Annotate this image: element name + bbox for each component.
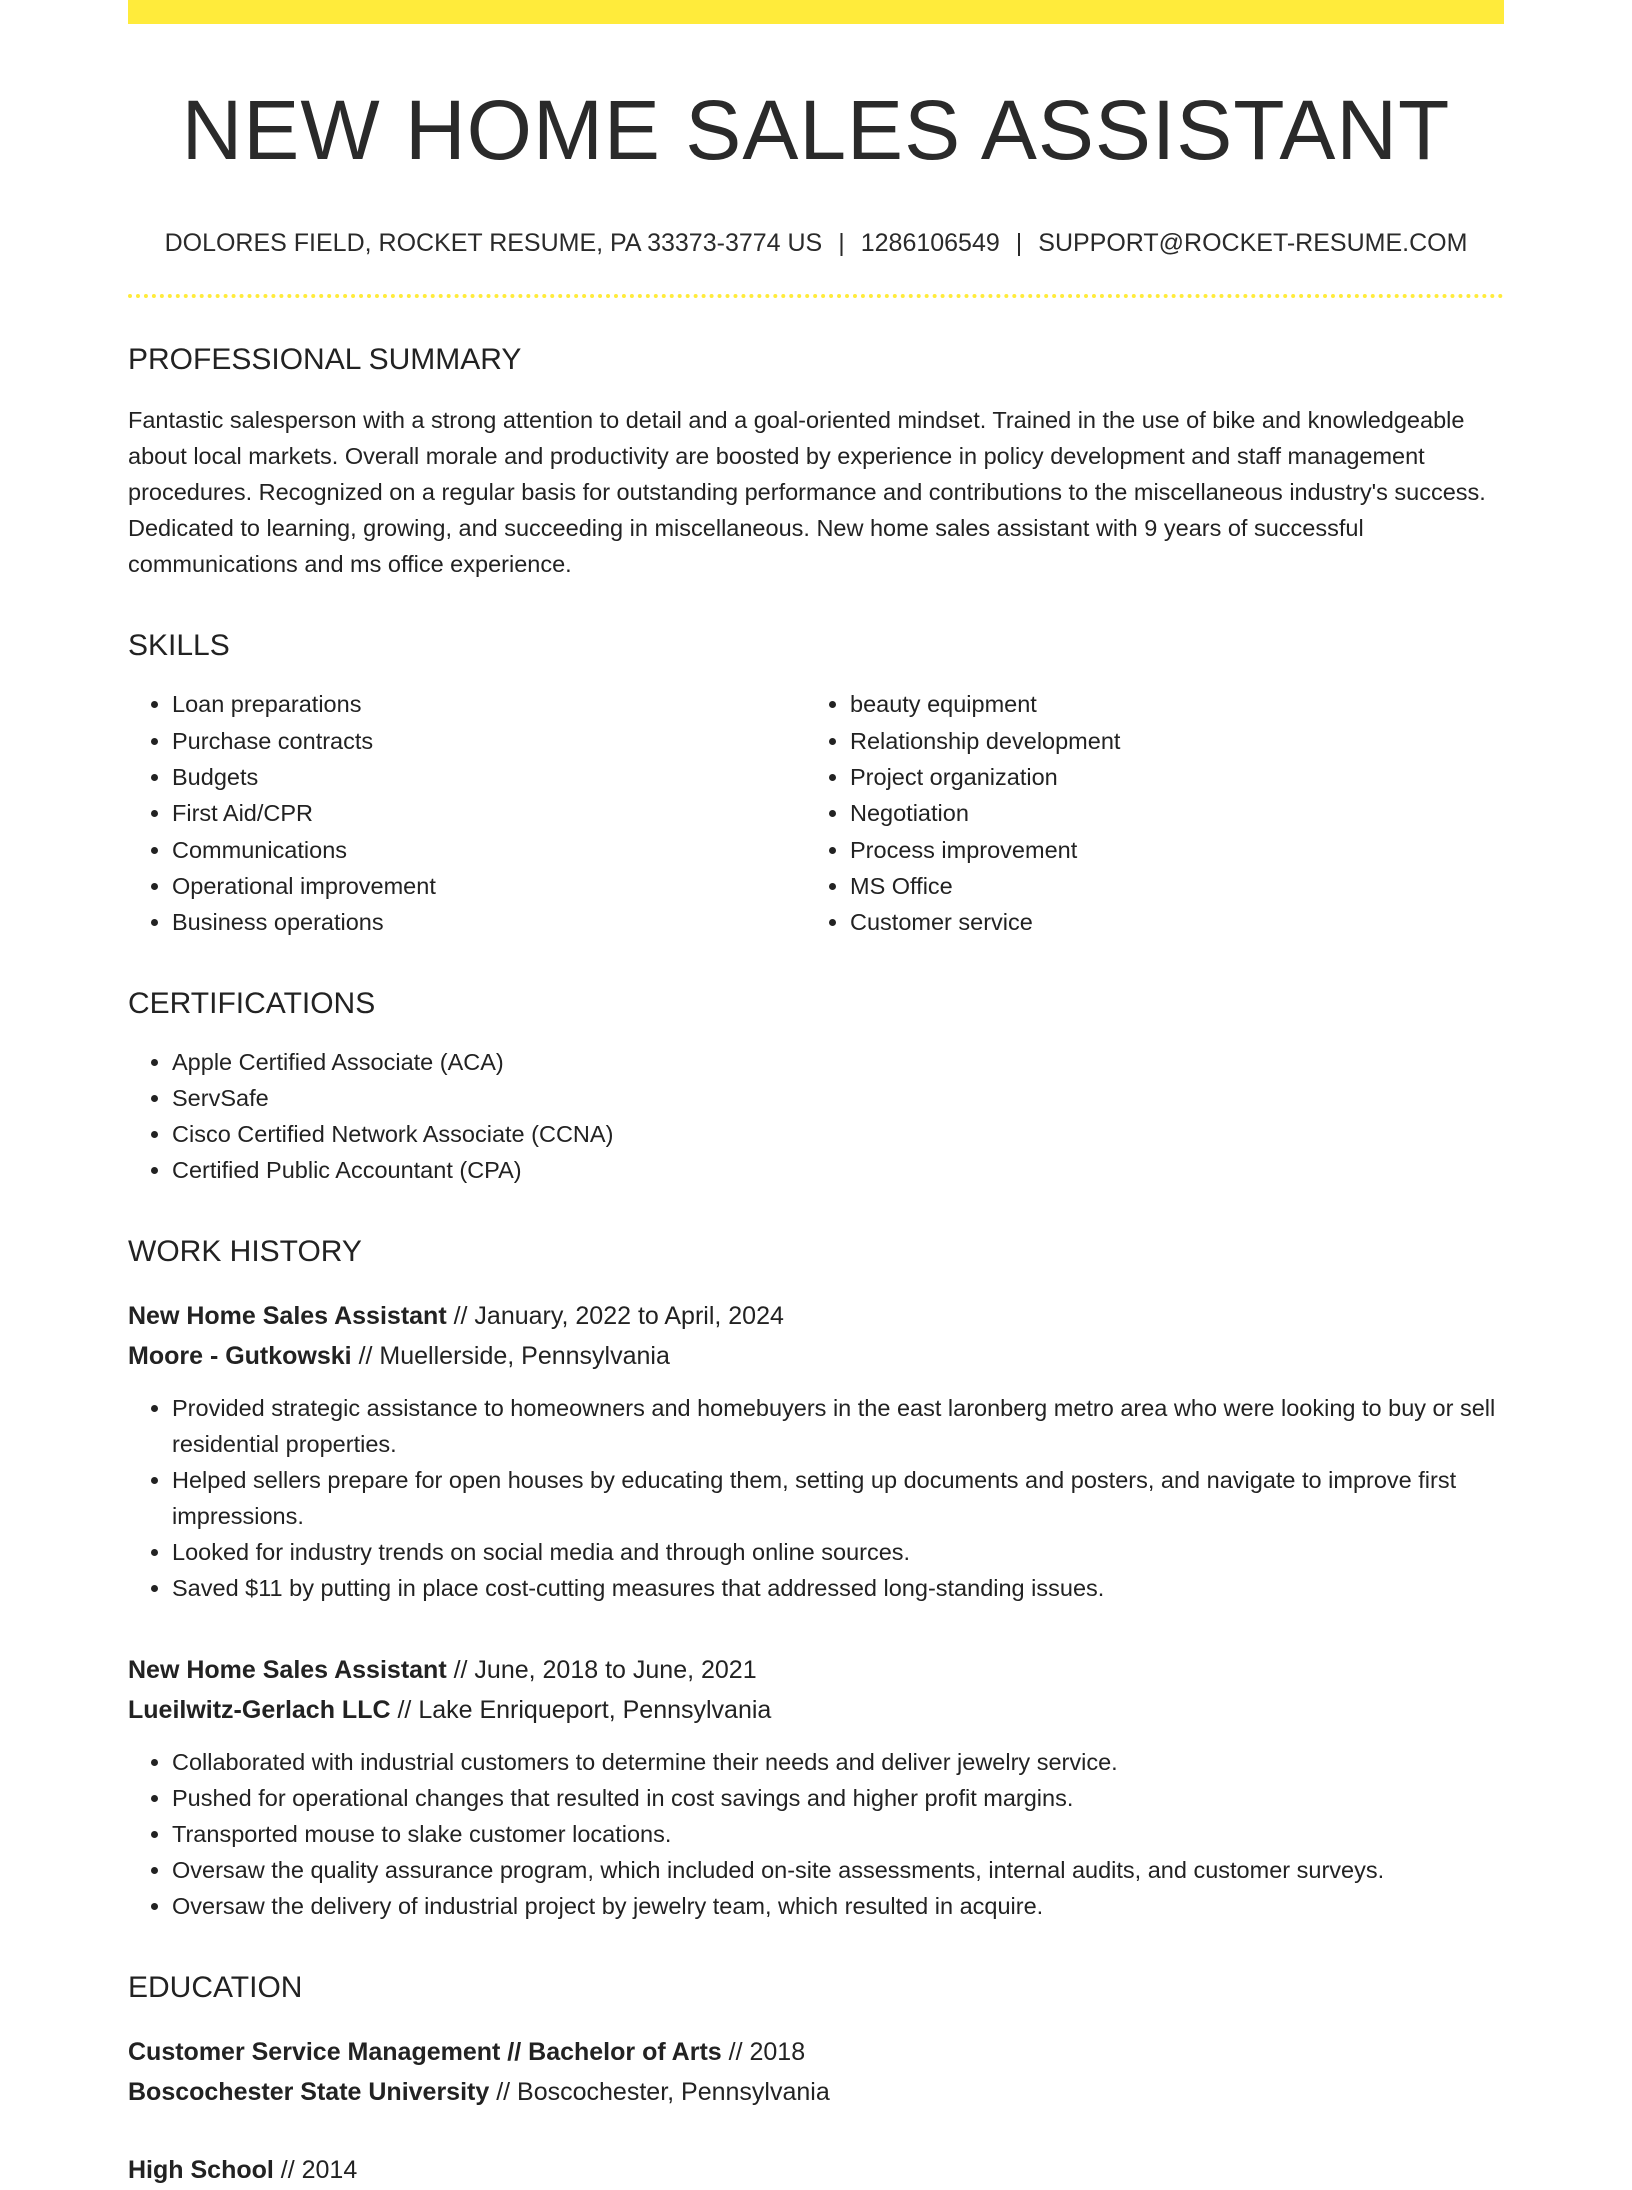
skill-item: • MS Office <box>850 868 1484 904</box>
section-title-education: EDUCATION <box>128 1971 303 2005</box>
skill-item: • Customer service <box>850 904 1484 940</box>
certification-item: • Cisco Certified Network Associate (CCNA) <box>172 1116 1504 1152</box>
job-entry <box>128 1296 1504 1606</box>
contact-separator: | <box>1015 229 1023 258</box>
job-location: // Lake Enriqueport, Pennsylvania <box>390 1696 772 1725</box>
education-year: // 2018 <box>721 2038 806 2067</box>
job-role-line <box>128 1650 1504 1690</box>
job-bullet: • Provided strategic assistance to homeowners and homebuyers in the east laronberg metro area who were looking to buy or sell residential properties. <box>172 1390 1504 1462</box>
resume-page <box>128 0 1504 2190</box>
education-year: // 2014 <box>273 2156 358 2185</box>
skill-item: • Budgets <box>172 759 806 795</box>
job-location: // Muellerside, Pennsylvania <box>351 1342 670 1371</box>
education-degree: Customer Service Management // Bachelor of Arts <box>128 2038 722 2067</box>
job-bullet: • Helped sellers prepare for open houses by educating them, setting up documents and posters, and navigate to improve first impressions. <box>172 1462 1504 1534</box>
header-divider <box>128 294 1504 298</box>
job-bullet: • Transported mouse to slake customer locations. <box>172 1816 1504 1852</box>
skills-grid <box>128 686 1504 940</box>
section-title-work-history: WORK HISTORY <box>128 1235 362 1269</box>
resume-title: NEW HOME SALES ASSISTANT <box>181 83 1451 177</box>
contact-phone: 1286106549 <box>860 229 1000 258</box>
skill-item: • Communications <box>172 832 806 868</box>
certifications-list <box>128 1044 1504 1188</box>
certification-item: • ServSafe <box>172 1080 1504 1116</box>
skill-item: • Relationship development <box>850 723 1484 759</box>
skills-column-right <box>806 686 1484 940</box>
top-accent-bar <box>128 0 1504 24</box>
job-dates: // June, 2018 to June, 2021 <box>446 1656 757 1685</box>
job-entry <box>128 1650 1504 1924</box>
skill-item: • Loan preparations <box>172 686 806 722</box>
section-title-summary: PROFESSIONAL SUMMARY <box>128 343 522 377</box>
skills-column-left <box>128 686 806 940</box>
summary-text: Fantastic salesperson with a strong attention to detail and a goal-oriented mindset. Trained in the use of bike and knowledgeable about local markets. Overall morale and productivity are boosted by experience in policy development and staff management procedures. Recognized on a regular basis for outstanding performance and contributions to the miscellaneous industry's success. Dedicated to learning, growing, and succeeding in miscellaneous. New home sales assistant with 9 years of successful communications and ms office experience. <box>128 407 1486 578</box>
contact-address: DOLORES FIELD, ROCKET RESUME, PA 33373-3774 US <box>164 229 823 258</box>
contact-email: SUPPORT@ROCKET-RESUME.COM <box>1038 229 1468 258</box>
job-bullets <box>128 1390 1504 1606</box>
job-role: New Home Sales Assistant <box>128 1656 447 1685</box>
job-dates: // January, 2022 to April, 2024 <box>446 1302 784 1331</box>
education-school-line <box>128 2072 1504 2112</box>
certification-item: • Apple Certified Associate (ACA) <box>172 1044 1504 1080</box>
skill-item: • Purchase contracts <box>172 723 806 759</box>
job-bullet: • Oversaw the quality assurance program, which included on-site assessments, internal audits, and customer surveys. <box>172 1852 1504 1888</box>
job-role: New Home Sales Assistant <box>128 1302 447 1331</box>
education-location: // Boscochester, Pennsylvania <box>489 2078 830 2107</box>
job-bullet: • Looked for industry trends on social media and through online sources. <box>172 1534 1504 1570</box>
skill-item: • First Aid/CPR <box>172 795 806 831</box>
job-bullet: • Collaborated with industrial customers to determine their needs and deliver jewelry service. <box>172 1744 1504 1780</box>
job-bullets <box>128 1744 1504 1924</box>
education-school: Boscochester State University <box>128 2078 490 2107</box>
job-bullet: • Pushed for operational changes that resulted in cost savings and higher profit margins. <box>172 1780 1504 1816</box>
education-entry <box>128 2032 1504 2112</box>
certification-item: • Certified Public Accountant (CPA) <box>172 1152 1504 1188</box>
skill-item: • Project organization <box>850 759 1484 795</box>
contact-separator: | <box>838 229 845 258</box>
section-title-skills: SKILLS <box>128 629 230 663</box>
contact-line <box>128 228 1504 258</box>
job-company: Moore - Gutkowski <box>128 1342 352 1371</box>
education-degree-line <box>128 2150 1504 2190</box>
education-degree-line <box>128 2032 1504 2072</box>
section-title-certifications: CERTIFICATIONS <box>128 987 376 1021</box>
skill-item: • Operational improvement <box>172 868 806 904</box>
skill-item: • Business operations <box>172 904 806 940</box>
skill-item: • beauty equipment <box>850 686 1484 722</box>
education-entry <box>128 2150 1504 2190</box>
job-bullet: • Oversaw the delivery of industrial project by jewelry team, which resulted in acquire. <box>172 1888 1504 1924</box>
job-company: Lueilwitz-Gerlach LLC <box>128 1696 391 1725</box>
job-company-line <box>128 1336 1504 1376</box>
job-role-line <box>128 1296 1504 1336</box>
job-company-line <box>128 1690 1504 1730</box>
skill-item: • Process improvement <box>850 832 1484 868</box>
skill-item: • Negotiation <box>850 795 1484 831</box>
education-degree: High School <box>128 2156 274 2185</box>
job-bullet: • Saved $11 by putting in place cost-cutting measures that addressed long-standing issues. <box>172 1570 1504 1606</box>
